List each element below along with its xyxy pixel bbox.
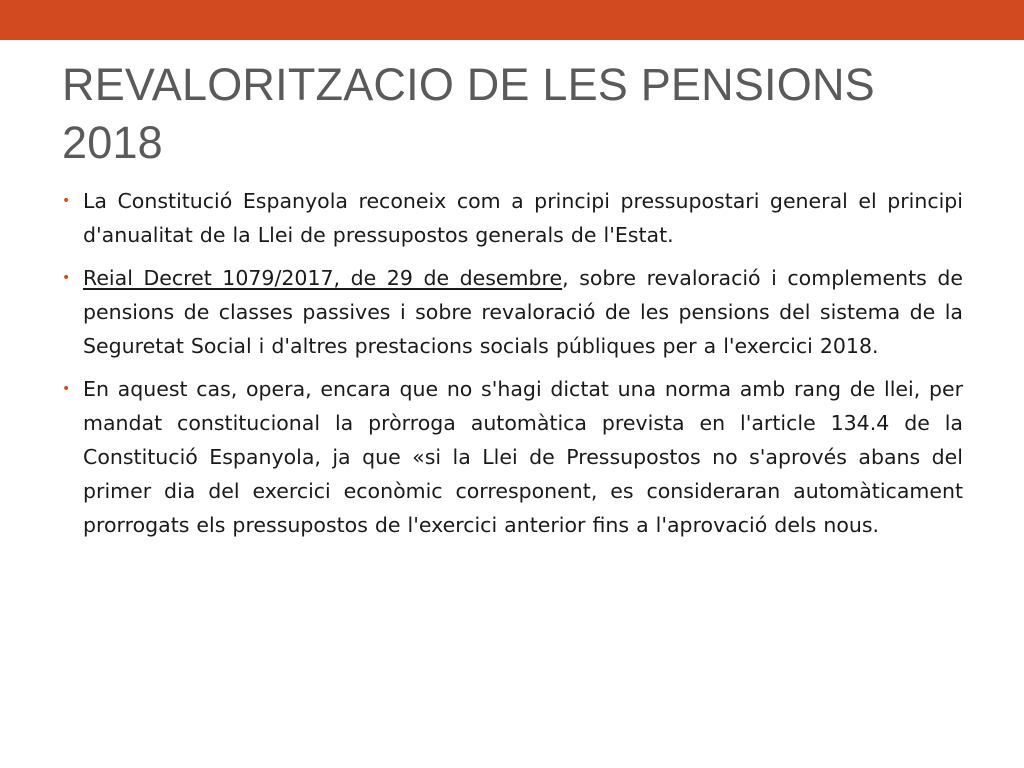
top-accent-bar	[0, 0, 1024, 40]
bullet-text-3: En aquest cas, opera, encara que no s'hagi dictat una norma amb rang de llei, per mandat constitucional la pròrroga automàtica prevista en l'article 134.4 de la Constitució Espanyola, ja que «si la Llei de Pressupostos no s'aprovés abans del primer dia del exercici econòmic corresponent, es consideraran automàticament prorrogats els pressupostos de l'exercici anterior fins a l'aprovació dels nous.	[83, 377, 963, 537]
bullet-dot-icon: •	[62, 193, 71, 209]
bullet-dot-icon: •	[62, 270, 71, 286]
bullet-dot-icon: •	[62, 381, 71, 397]
decree-reference: Reial Decret 1079/2017, de 29 de desembre	[83, 266, 563, 290]
slide-title: REVALORITZACIO DE LES PENSIONS 2018	[62, 59, 875, 168]
bullet-item-1	[62, 184, 963, 252]
bullet-list	[62, 184, 963, 551]
bullet-item-3	[62, 372, 963, 542]
bullet-text-1: La Constitució Espanyola reconeix com a principi pressupostari general el principi d'anualitat de la Llei de pressupostos generals de l'Estat.	[83, 189, 963, 247]
bullet-text-2: , sobre revaloració i complements de pensions de classes passives i sobre revaloració de les pensions del sistema de la Seguretat Social i d'altres prestacions socials públiques per a l'exercici 2018.	[83, 266, 963, 358]
bullet-item-2	[62, 261, 963, 363]
